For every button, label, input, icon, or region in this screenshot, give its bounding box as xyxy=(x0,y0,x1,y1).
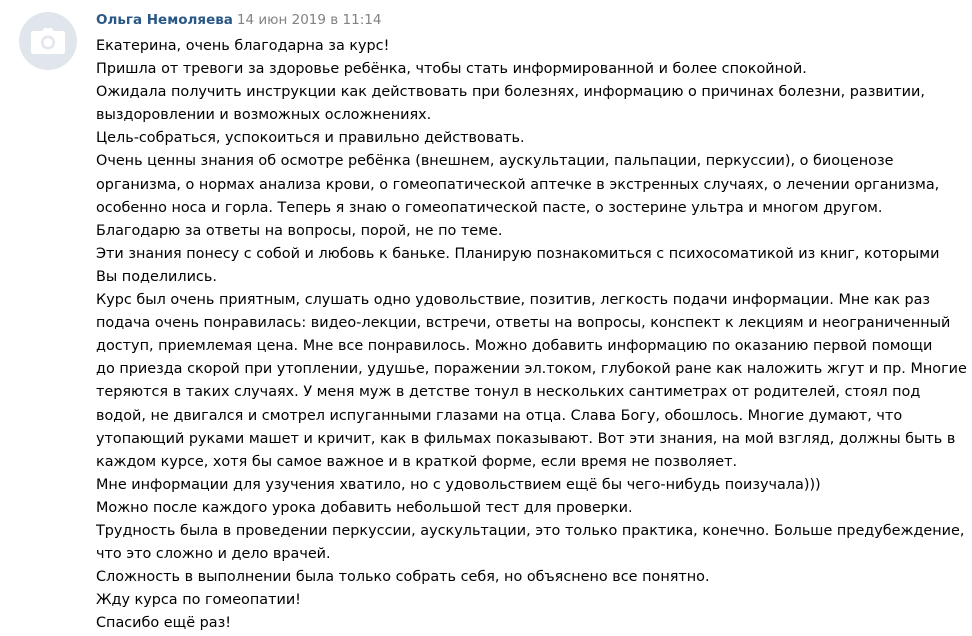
comment-text-line: Пришла от тревоги за здоровье ребёнка, чтобы стать информированной и более спокойной. xyxy=(96,61,807,78)
comment-text-line: доступ, приемлемая цена. Мне все понравилось. Можно добавить информацию по оказанию первой помощи xyxy=(96,338,933,355)
comment-text-line: Мне информации для узучения хватило, но с удовольствием ещё бы чего-нибудь поизучала))) xyxy=(96,476,821,493)
comment-header xyxy=(96,11,381,29)
comment-text-line: Трудность была в проведении перкуссии, аускультации, это только практика, конечно. Больше предубеждение, xyxy=(96,522,965,539)
comment-text-line: подача очень понравилась: видео-лекции, встречи, ответы на вопросы, конспект к лекциям и неограниченный xyxy=(96,315,951,332)
comment-text-line: Можно после каждого урока добавить небольшой тест для проверки. xyxy=(96,499,633,516)
comment-text xyxy=(96,35,966,635)
comment-text-line: Вы поделились. xyxy=(96,268,217,285)
comment-text-line: Благодарю за ответы на вопросы, порой, не по теме. xyxy=(96,222,503,239)
comment-text-line: выздоровлении и возможных осложнениях. xyxy=(96,107,432,124)
comment-text-line: Екатерина, очень благодарна за курс! xyxy=(96,38,390,54)
comment-text-line: Эти знания понесу с собой и любовь к баньке. Планирую познакомиться с психосоматикой из книг, которыми xyxy=(96,245,940,262)
comment-text-line: что это сложно и дело врачей. xyxy=(96,546,331,563)
comment-text-line: Спасибо ещё раз! xyxy=(96,615,232,632)
comment-text-line: Ожидала получить инструкции как действовать при болезнях, информацию о причинах болезни, развитии, xyxy=(96,84,925,101)
comment-text-line: Сложность в выполнении была только собрать себя, но объяснено все понятно. xyxy=(96,569,710,586)
avatar[interactable] xyxy=(19,12,77,70)
comment-text-line: Курс был очень приятным, слушать одно удовольствие, позитив, легкость подачи информации. Мне как раз xyxy=(96,292,931,309)
comment-text-line: особенно носа и горла. Теперь я знаю о гомеопатической пасте, о зостерине ультра и многом другом. xyxy=(96,199,883,216)
comment-text-line: до приезда скорой при утоплении, удушье, поражении эл.током, глубокой ране как наложить жгут и пр. Многие xyxy=(96,361,967,378)
comment-text-line: утопающий руками машет и кричит, как в фильмах показывают. Вот эти знания, на мой взгляд, должны быть в xyxy=(96,430,956,447)
comment-text-line: каждом курсе, хотя бы самое важное и в краткой форме, если время не позволяет. xyxy=(96,453,738,470)
camera-icon xyxy=(31,28,65,54)
author-name[interactable]: Ольга Немоляева xyxy=(96,12,233,28)
comment-text-line: Жду курса по гомеопатии! xyxy=(96,592,301,609)
comment-text-line: водой, не двигался и смотрел испуганными глазами на отца. Слава Богу, обошлось. Многие думают, что xyxy=(96,407,903,424)
comment-text-line: Очень ценны знания об осмотре ребёнка (внешнем, аускультации, пальпации, перкуссии), о биоценозе xyxy=(96,153,894,170)
comment-text-line: Цель-собраться, успокоиться и правильно действовать. xyxy=(96,130,525,147)
comment-text-line: теряются в таких случаях. У меня муж в детстве тонул в нескольких сантиметрах от родителей, стоял под xyxy=(96,384,921,401)
comment-text-line: организма, о нормах анализа крови, о гомеопатической аптечке в экстренных случаях, о лечении организма, xyxy=(96,176,940,193)
comment-date[interactable]: 14 июн 2019 в 11:14 xyxy=(236,12,382,28)
